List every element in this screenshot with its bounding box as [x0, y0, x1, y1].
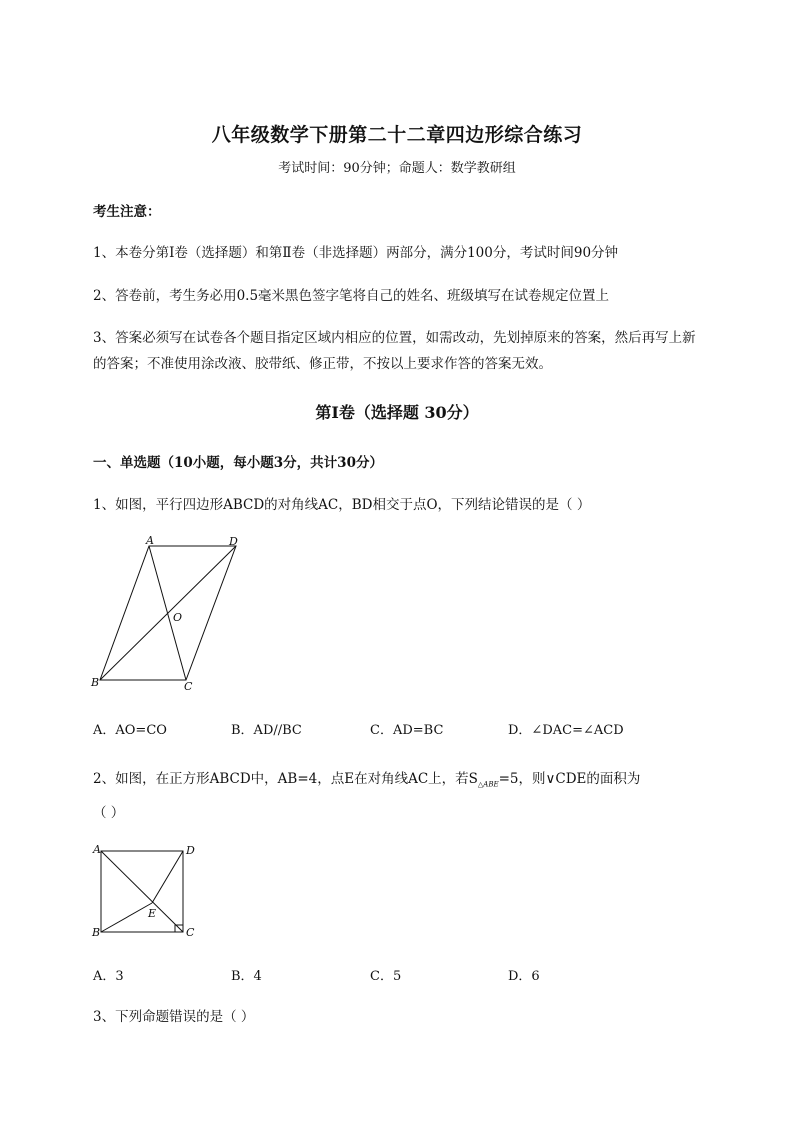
notice-item-3: 3、答案必须写在试卷各个题目指定区域内相应的位置，如需改动，先划掉原来的答案，然后再写上新 — [93, 330, 696, 346]
question-1-option-b: B．AD//BC — [231, 723, 302, 738]
exam-subtitle: 考试时间：90分钟；命题人：数学教研组 — [278, 161, 516, 176]
question-2-text-main: 2、如图，在正方形ABCD中，AB=4，点E在对角线AC上，若S — [93, 771, 478, 787]
question-1-option-a: A．AO=CO — [93, 723, 167, 738]
notice-item-1: 1、本卷分第I卷（选择题）和第Ⅱ卷（非选择题）两部分，满分100分，考试时间90分钟 — [93, 245, 619, 261]
notice-item-3-continued: 的答案；不准使用涂改液、胶带纸、修正带，不按以上要求作答的答案无效。 — [93, 356, 552, 372]
question-3-text: 3、下列命题错误的是（ ） — [93, 1009, 255, 1025]
question-2-text-end: =5，则∨CDE的面积为 — [498, 771, 641, 787]
label-d: D — [186, 844, 195, 857]
label-d: D — [229, 535, 238, 548]
question-1-option-c: C．AD=BC — [370, 723, 444, 738]
question-2-option-b: B．4 — [231, 969, 262, 984]
diagonal-ac — [101, 851, 183, 932]
label-b: B — [92, 926, 101, 939]
question-2-blank: （ ） — [93, 805, 125, 821]
question-2-text — [93, 767, 640, 789]
label-c: C — [184, 680, 193, 693]
diagonal-bd — [100, 546, 236, 680]
section-subheading: 一、单选题（10小题，每小题3分，共计30分） — [93, 455, 383, 471]
question-2-subscript: △ABE — [477, 780, 499, 789]
question-1-text: 1、如图，平行四边形ABCD的对角线AC，BD相交于点O，下列结论错误的是（ ） — [93, 497, 591, 513]
label-e: E — [148, 907, 157, 920]
question-2-option-d: D．6 — [508, 969, 540, 984]
notice-item-2: 2、答卷前，考生务必用0.5毫米黑色签字笔将自己的姓名、班级填写在试卷规定位置上 — [93, 288, 610, 304]
exam-title: 八年级数学下册第二十二章四边形综合练习 — [211, 124, 583, 146]
segment-be — [101, 903, 152, 932]
question-2-option-a: A．3 — [93, 969, 124, 984]
label-a: A — [146, 534, 154, 547]
label-c: C — [186, 926, 195, 939]
label-a: A — [93, 843, 101, 856]
label-b: B — [91, 676, 100, 689]
question-1-figure — [88, 534, 253, 694]
question-2-option-c: C．5 — [370, 969, 402, 984]
question-2-figure — [86, 840, 206, 945]
section-title: 第I卷（选择题 30分） — [315, 403, 479, 422]
label-o: O — [173, 611, 183, 624]
question-1-option-d: D．∠DAC=∠ACD — [508, 723, 624, 738]
segment-de — [152, 851, 183, 903]
notice-heading: 考生注意： — [93, 204, 161, 220]
